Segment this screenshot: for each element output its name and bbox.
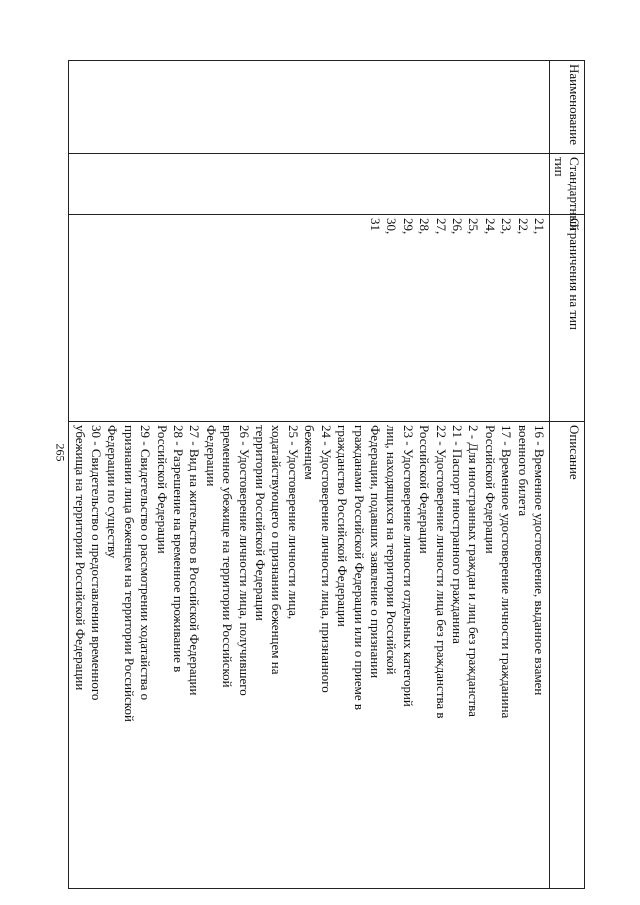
description-line: гражданство Российской Федерации xyxy=(335,425,351,627)
description-line: 16 - Временное удостоверение, выданное взамен xyxy=(532,425,547,696)
description-line: 22 - Удостоверение личности лица без гражданства в xyxy=(433,425,449,719)
type-item: 31 xyxy=(367,218,383,231)
description-line: 28 - Разрешение на временное проживание в xyxy=(171,425,187,673)
description-line: убежища на территории Российской Федерации xyxy=(72,425,88,691)
rotated-table-container xyxy=(72,60,585,860)
description-line: Российской Федерации xyxy=(482,425,498,554)
type-item: 21, xyxy=(532,218,547,235)
header-description: Описание xyxy=(550,422,585,889)
description-line: беженцем xyxy=(302,425,318,480)
header-type-restrictions: Ограничения на тип xyxy=(550,215,585,422)
description-line: 24 - Удостоверение личности лица, признанного xyxy=(318,425,334,693)
description-line: Федерации xyxy=(203,425,219,487)
cell-standard-type xyxy=(69,154,550,215)
description-line: Федерации по существу xyxy=(105,425,121,559)
type-item: 30, xyxy=(384,218,400,235)
type-item: 26, xyxy=(449,218,465,235)
description-line: 29 - Свидетельство о рассмотрении ходатайства о xyxy=(138,425,154,701)
description-line: лиц, находящихся на территории Российской xyxy=(384,425,400,675)
cell-type-restrictions xyxy=(69,215,550,422)
description-line: военного билета xyxy=(515,425,531,517)
description-line: 21 - Паспорт иностранного гражданина xyxy=(449,425,465,644)
header-standard-type: Стандартный тип xyxy=(550,154,585,215)
description-line: 17 - Временное удостоверение личности гражданина xyxy=(499,425,515,719)
cell-name xyxy=(69,61,550,154)
description-line: временное убежище на территории Российской xyxy=(220,425,236,688)
cell-description xyxy=(69,422,550,889)
description-line: ходатайствующего о признании беженцем на xyxy=(269,425,285,675)
header-name: Наименование xyxy=(550,61,585,154)
table-row xyxy=(69,61,550,889)
description-line: 30 - Свидетельство о предоставлении временного xyxy=(89,425,105,701)
type-item: 22, xyxy=(515,218,531,235)
document-table xyxy=(68,60,585,889)
type-item: 25, xyxy=(466,218,482,235)
description-line: 2 - Для иностранных граждан и лиц без гражданства xyxy=(466,425,482,717)
type-item: 23, xyxy=(499,218,515,235)
page-number: 265 xyxy=(53,443,68,462)
description-line: гражданами Российской Федерации или о приеме в xyxy=(351,425,367,711)
type-item: 28, xyxy=(417,218,433,235)
description-line: Федерации, подавших заявление о признании xyxy=(367,425,383,679)
description-line: 25 - Удостоверение личности лица, xyxy=(285,425,301,620)
description-line: 27 - Вид на жительство в Российской Федерации xyxy=(187,425,203,696)
description-line: Российской Федерации xyxy=(154,425,170,554)
type-item: 27, xyxy=(433,218,449,235)
description-line: 23 - Удостоверение личности отдельных категорий xyxy=(400,425,416,707)
type-item: 29, xyxy=(400,218,416,235)
description-line: территории Российской Федерации xyxy=(253,425,269,621)
description-line: 26 - Удостоверение личности лица, получившего xyxy=(236,425,252,696)
type-item: 24, xyxy=(482,218,498,235)
description-line: Российской Федерации xyxy=(417,425,433,554)
description-line: признании лица беженцем на территории Российской xyxy=(121,425,137,722)
table-header-row xyxy=(550,61,585,889)
